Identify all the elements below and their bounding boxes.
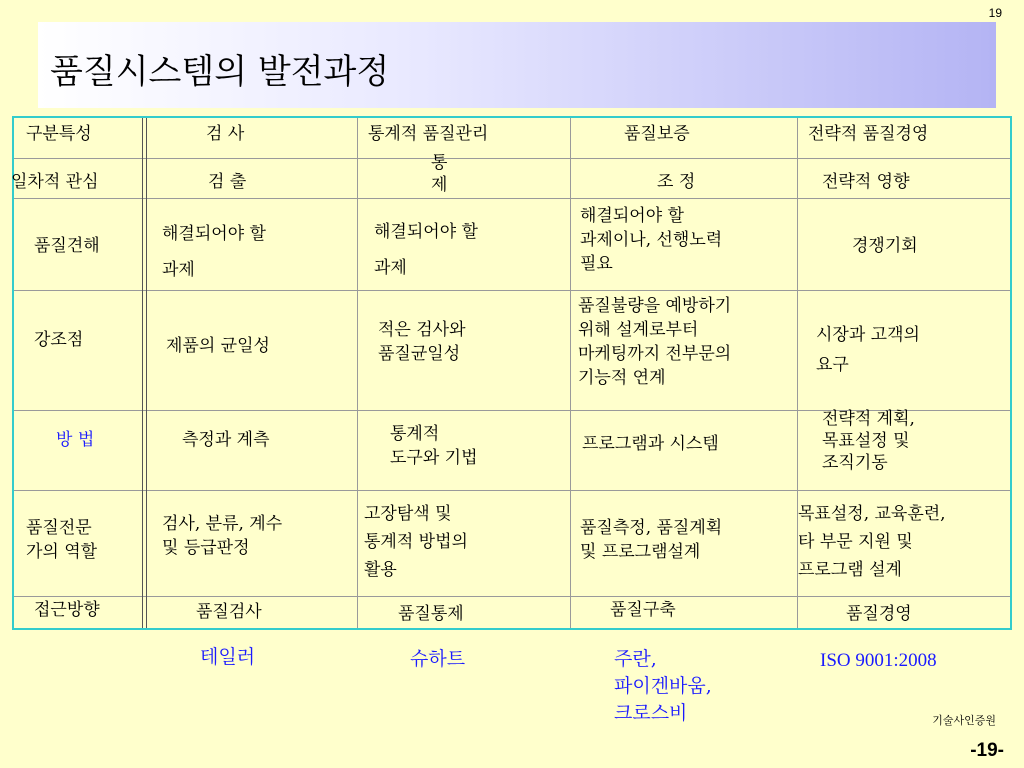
cell-expert-role-sqc: 고장탐색 및 통계적 방법의 활용 bbox=[364, 504, 468, 580]
row-label-method: 방 법 bbox=[56, 430, 95, 450]
cell-emphasis-inspection: 제품의 균일성 bbox=[166, 336, 270, 356]
cell-quality-view-sqc: 해결되어야 할 과제 bbox=[374, 222, 478, 278]
cell-approach-qa: 품질구축 bbox=[610, 600, 676, 620]
header-category: 구분특성 bbox=[26, 124, 92, 144]
row-divider bbox=[14, 490, 1010, 491]
cell-primary-concern-inspection: 검 출 bbox=[208, 172, 247, 192]
cell-primary-concern-sqm: 전략적 영향 bbox=[822, 172, 910, 192]
cell-emphasis-sqm: 시장과 고객의 요구 bbox=[816, 325, 920, 375]
annotation-shewhart: 슈하트 bbox=[410, 648, 466, 670]
cell-method-sqc: 통계적 도구와 기법 bbox=[390, 424, 478, 468]
page-title: 품질시스템의 발전과정 bbox=[50, 52, 390, 92]
annotation-iso: ISO 9001:2008 bbox=[820, 650, 937, 671]
column-divider bbox=[570, 118, 571, 628]
cell-primary-concern-sqc: 통 제 bbox=[431, 153, 448, 195]
column-divider-double bbox=[142, 118, 147, 628]
page-footer-number: -19- bbox=[970, 740, 1004, 761]
column-divider bbox=[357, 118, 358, 628]
annotation-taylor: 테일러 bbox=[200, 646, 256, 668]
cell-expert-role-qa: 품질측정, 품질계획 및 프로그램설계 bbox=[580, 518, 723, 562]
cell-quality-view-sqm: 경쟁기회 bbox=[852, 236, 918, 256]
cell-emphasis-sqc: 적은 검사와 품질균일성 bbox=[378, 320, 466, 364]
row-label-expert-role: 품질전문 가의 역할 bbox=[26, 518, 98, 562]
header-qa: 품질보증 bbox=[624, 124, 690, 144]
slide-number: 19 bbox=[988, 6, 1002, 20]
row-label-quality-view: 품질견해 bbox=[34, 236, 100, 256]
cell-method-inspection: 측정과 계측 bbox=[182, 430, 270, 450]
title-bar bbox=[38, 22, 996, 108]
cell-emphasis-qa: 품질불량을 예방하기 위해 설계로부터 마케팅까지 전부문의 기능적 연계 bbox=[578, 296, 732, 388]
cell-expert-role-sqm: 목표설정, 교육훈련, 타 부문 지원 및 프로그램 설계 bbox=[798, 504, 946, 580]
header-sqc: 통계적 품질관리 bbox=[368, 124, 489, 144]
header-sqm: 전략적 품질경영 bbox=[808, 124, 929, 144]
cell-method-sqm: 전략적 계획, 목표설정 및 조직기동 bbox=[822, 409, 915, 473]
cell-primary-concern-qa: 조 정 bbox=[657, 172, 696, 192]
cell-approach-sqm: 품질경영 bbox=[846, 604, 912, 624]
row-label-emphasis: 강조점 bbox=[34, 330, 84, 350]
cell-method-qa: 프로그램과 시스템 bbox=[582, 434, 719, 454]
annotation-juran: 주란, 파이겐바움, 크로스비 bbox=[614, 648, 712, 724]
cell-quality-view-qa: 해결되어야 할 과제이나, 선행노력 필요 bbox=[580, 206, 723, 274]
cell-expert-role-inspection: 검사, 분류, 계수 및 등급판정 bbox=[162, 514, 283, 558]
organization-name: 기술사인증원 bbox=[932, 714, 996, 727]
row-label-approach: 접근방향 bbox=[34, 600, 100, 620]
cell-approach-inspection: 품질검사 bbox=[196, 602, 262, 622]
row-divider bbox=[14, 596, 1010, 597]
header-inspection: 검 사 bbox=[206, 124, 245, 144]
cell-approach-sqc: 품질통제 bbox=[398, 604, 464, 624]
cell-quality-view-inspection: 해결되어야 할 과제 bbox=[162, 224, 266, 280]
row-label-primary-concern: 일차적 관심 bbox=[11, 172, 99, 192]
row-divider bbox=[14, 290, 1010, 291]
row-divider bbox=[14, 198, 1010, 199]
row-divider bbox=[14, 158, 1010, 159]
